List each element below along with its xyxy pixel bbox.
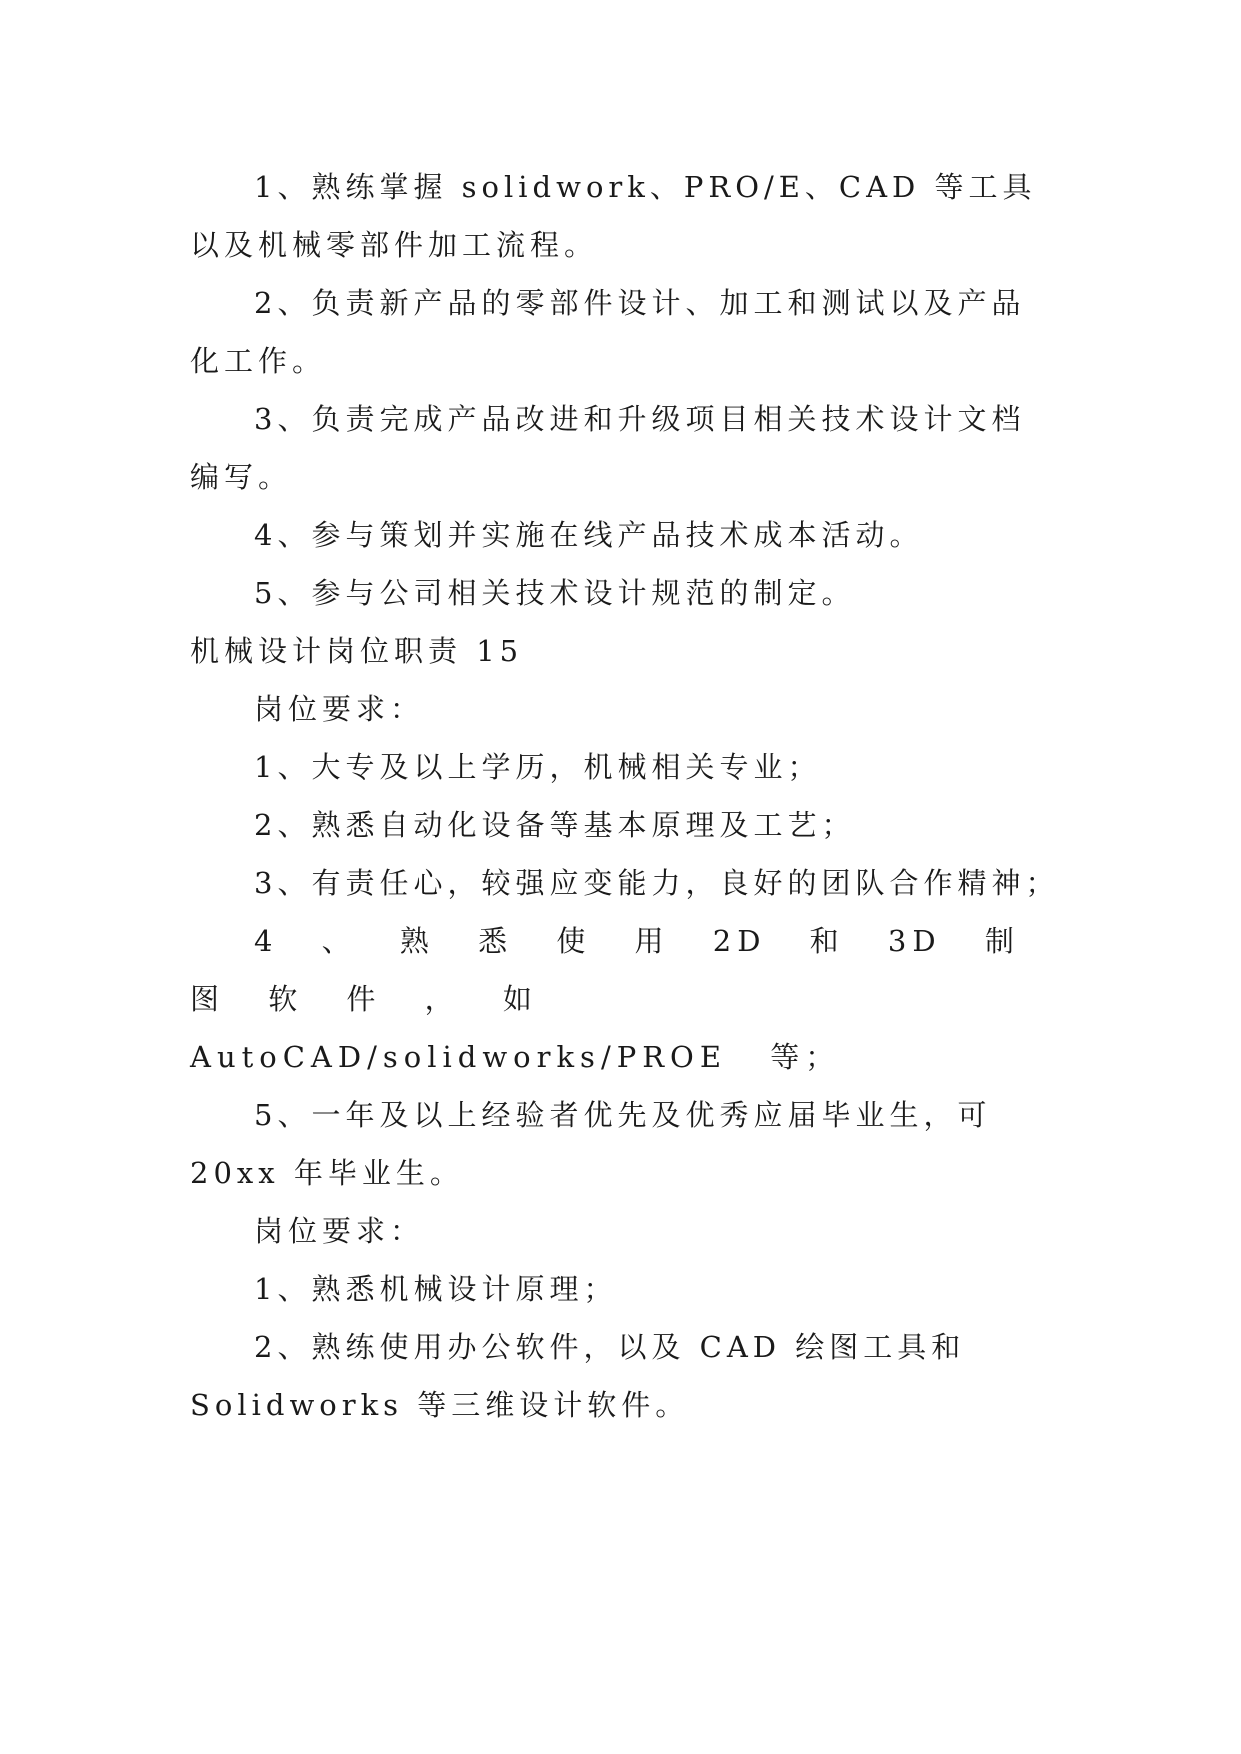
paragraph-duty-3: 3、负责完成产品改进和升级项目相关技术设计文档编写。 [190, 402, 1026, 494]
paragraph-duty-4: 4、参与策划并实施在线产品技术成本活动。 [254, 518, 924, 552]
section2-heading: 岗位要求： [254, 1214, 425, 1248]
section2-item-1: 1、熟悉机械设计原理； [254, 1272, 618, 1306]
section1-item-3: 3、有责任心，较强应变能力，良好的团队合作精神； [254, 866, 1060, 900]
section2-item-2: 2、熟练使用办公软件，以及 CAD 绘图工具和 Solidworks 等三维设计软件。 [190, 1330, 966, 1422]
paragraph-duty-5: 5、参与公司相关技术设计规范的制定。 [254, 576, 856, 610]
section1-item-1: 1、大专及以上学历，机械相关专业； [254, 750, 822, 784]
document-body [190, 158, 1060, 1434]
paragraph-duty-2: 2、负责新产品的零部件设计、加工和测试以及产品化工作。 [190, 286, 1026, 378]
section1-heading: 岗位要求： [254, 692, 425, 726]
section1-item-2: 2、熟悉自动化设备等基本原理及工艺； [254, 808, 856, 842]
section1-item-5: 5、一年及以上经验者优先及优秀应届毕业生，可 20xx 年毕业生。 [190, 1098, 992, 1190]
paragraph-duty-1: 1、熟练掌握 solidwork、PRO/E、CAD 等工具以及机械零部件加工流程。 [190, 170, 1037, 262]
section-title: 机械设计岗位职责 15 [190, 634, 524, 668]
section1-item-4: 4 、 熟 悉 使 用 2D 和 3D 制 图 软 件 ， 如 AutoCAD/solidworks/PROE 等； [190, 924, 1020, 1074]
